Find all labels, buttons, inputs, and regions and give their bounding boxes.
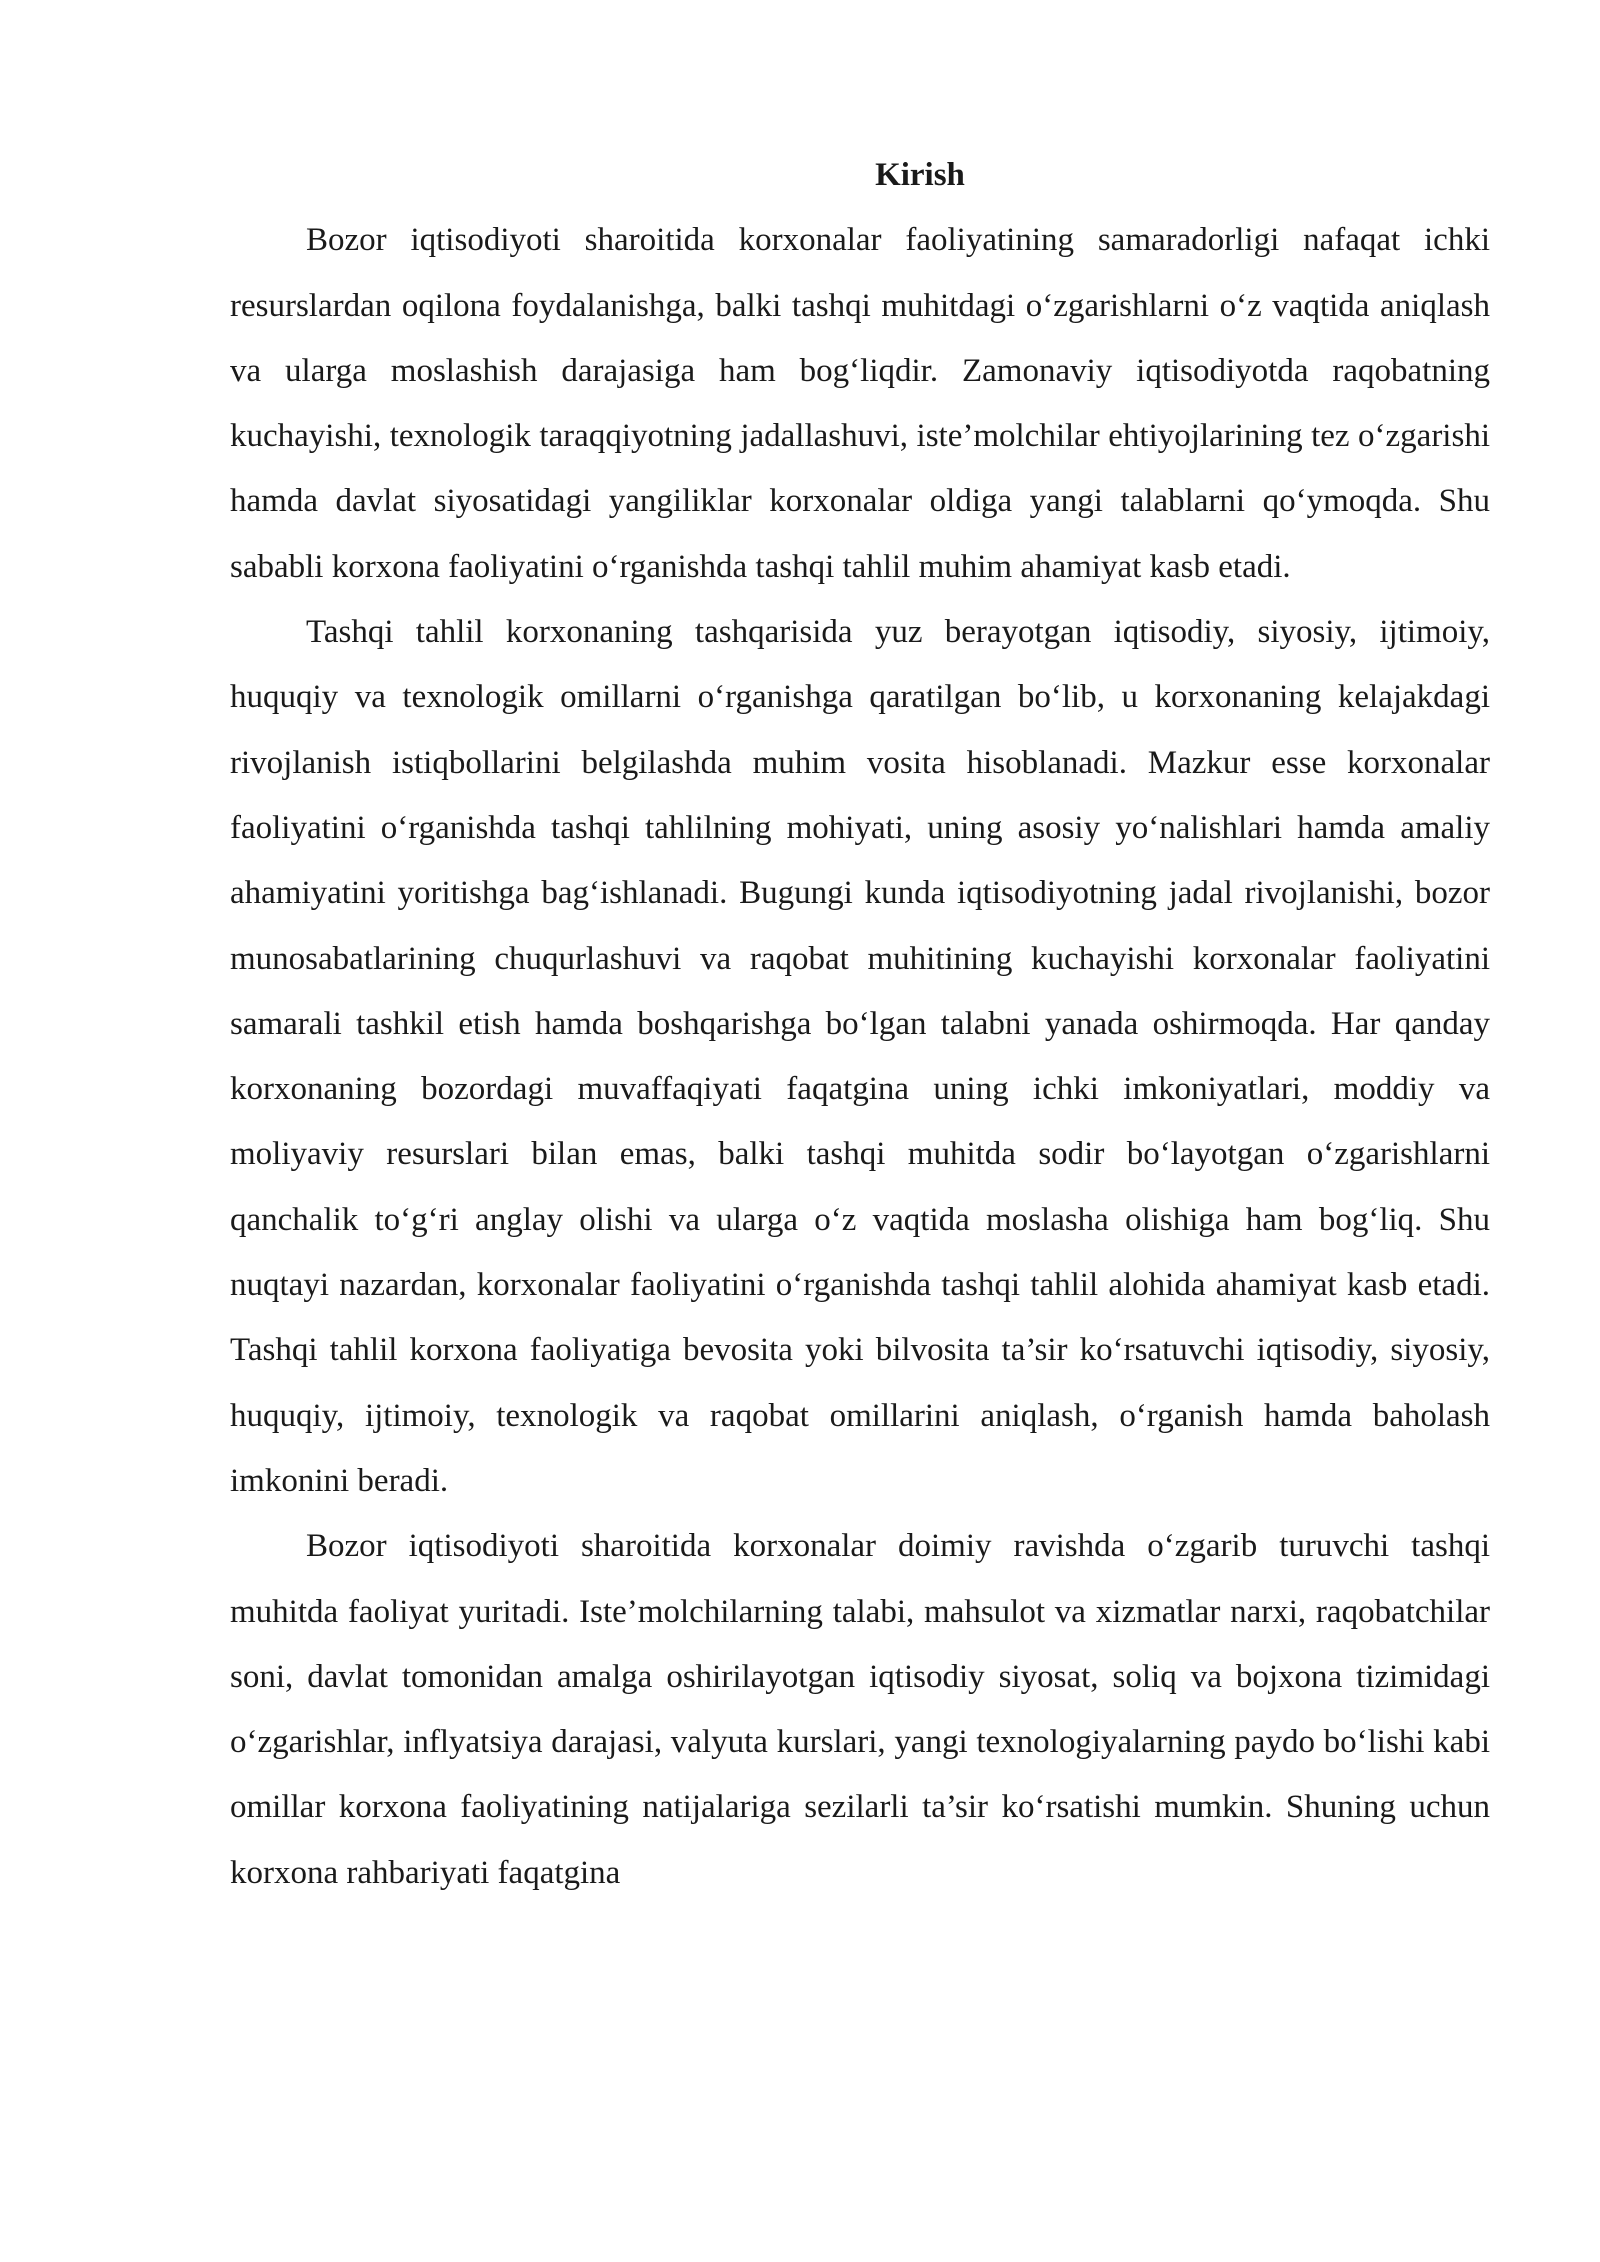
- paragraph-3: Bozor iqtisodiyoti sharoitida korxonalar doimiy ravishda o‘zgarib turuvchi tashqi muhitda faoliyat yuritadi. Iste’molchilarning talabi, mahsulot va xizmatlar narxi, raqobatchilar soni, davlat tomonidan amalga oshirilayotgan iqtisodiy siyosat, soliq va bojxona tizimidagi o‘zgarishlar, inflyatsiya darajasi, valyuta kurslari, yangi texnologiyalarning paydo bo‘lishi kabi omillar korxona faoliyatining natijalariga sezilarli ta’sir ko‘rsatishi mumkin. Shuning uchun korxona rahbariyati faqatgina: [230, 1528, 1490, 1891]
- document-title: Kirish: [875, 157, 965, 193]
- document-body: [230, 143, 1490, 1906]
- paragraph-1: Bozor iqtisodiyoti sharoitida korxonalar faoliyatining samaradorligi nafaqat ichki resurslardan oqilona foydalanishga, balki tashqi muhitdagi o‘zgarishlarni o‘z vaqtida aniqlash va ularga moslashish darajasiga ham bog‘liqdir. Zamonaviy iqtisodiyotda raqobatning kuchayishi, texnologik taraqqiyotning jadallashuvi, iste’molchilar ehtiyojlarining tez o‘zgarishi hamda davlat siyosatidagi yangiliklar korxonalar oldiga yangi talablarni qo‘ymoqda. Shu sababli korxona faoliyatini o‘rganishda tashqi tahlil muhim ahamiyat kasb etadi.: [230, 222, 1490, 585]
- paragraph-2: Tashqi tahlil korxonaning tashqarisida yuz berayotgan iqtisodiy, siyosiy, ijtimoiy, huquqiy va texnologik omillarni o‘rganishga qaratilgan bo‘lib, u korxonaning kelajakdagi rivojlanish istiqbollarini belgilashda muhim vosita hisoblanadi. Mazkur esse korxonalar faoliyatini o‘rganishda tashqi tahlilning mohiyati, uning asosiy yo‘nalishlari hamda amaliy ahamiyatini yoritishga bag‘ishlanadi. Bugungi kunda iqtisodiyotning jadal rivojlanishi, bozor munosabatlarining chuqurlashuvi va raqobat muhitining kuchayishi korxonalar faoliyatini samarali tashkil etish hamda boshqarishga bo‘lgan talabni yanada oshirmoqda. Har qanday korxonaning bozordagi muvaffaqiyati faqatgina uning ichki imkoniyatlari, moddiy va moliyaviy resurslari bilan emas, balki tashqi muhitda sodir bo‘layotgan o‘zgarishlarni qanchalik to‘g‘ri anglay olishi va ularga o‘z vaqtida moslasha olishiga ham bog‘liq. Shu nuqtayi nazardan, korxonalar faoliyatini o‘rganishda tashqi tahlil alohida ahamiyat kasb etadi. Tashqi tahlil korxona faoliyatiga bevosita yoki bilvosita ta’sir ko‘rsatuvchi iqtisodiy, siyosiy, huquqiy, ijtimoiy, texnologik va raqobat omillarini aniqlash, o‘rganish hamda baholash imkonini beradi.: [230, 614, 1490, 1499]
